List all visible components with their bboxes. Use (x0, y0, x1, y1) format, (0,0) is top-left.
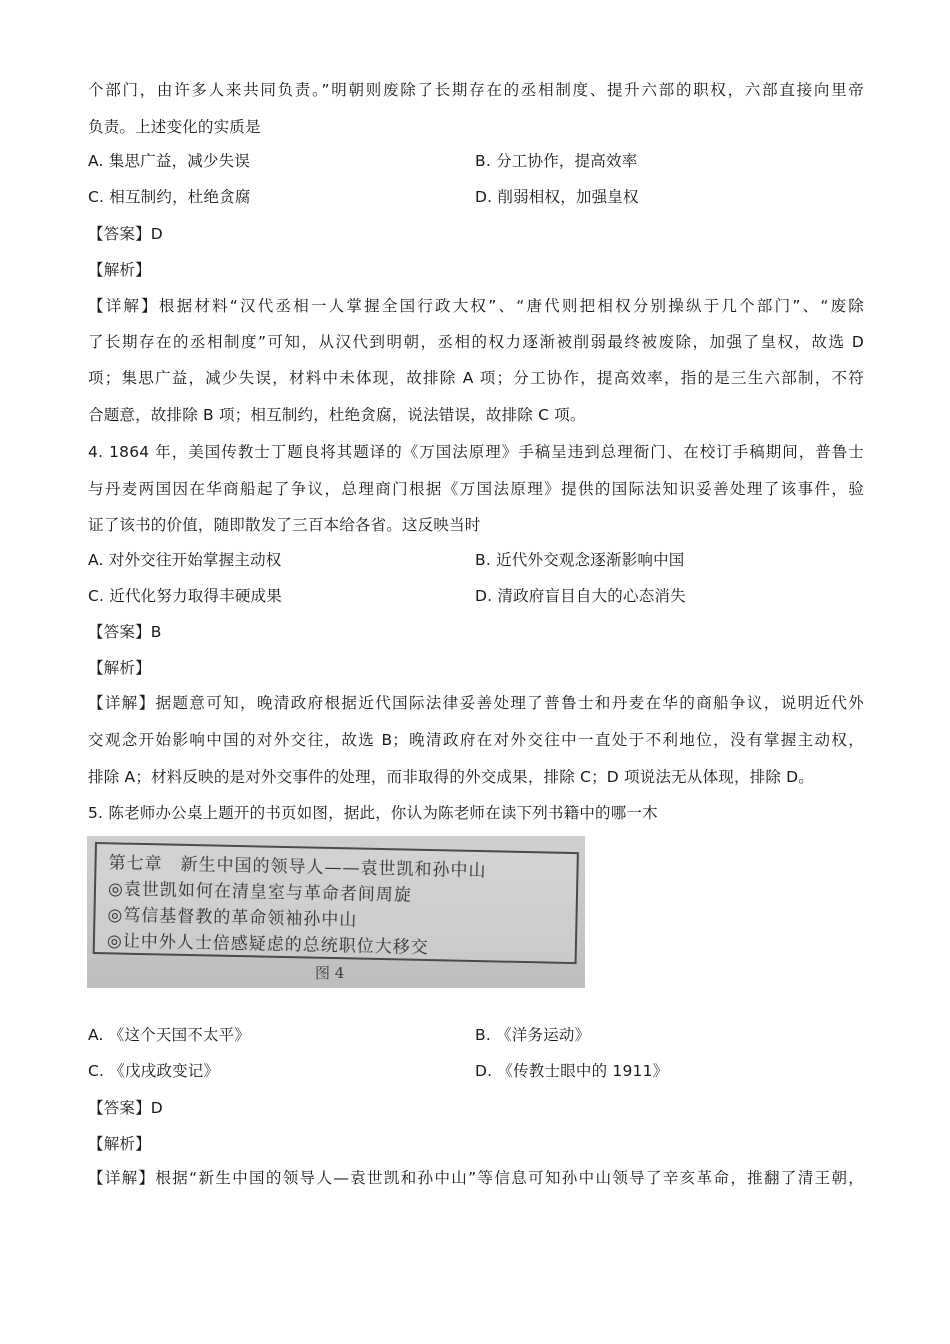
q5-detail-line-1: 【详解】根据“新生中国的领导人—袁世凯和孙中山”等信息可知孙中山领导了辛亥革命，推翻了清王朝， (88, 1169, 864, 1187)
q3-analysis-label: 【解析】 (88, 261, 151, 279)
q3-detail-line-4: 合题意，故排除 B 项；相互制约，杜绝贪腐，说法错误，故排除 C 项。 (88, 406, 586, 424)
q4-option-c: C. 近代化努力取得丰硬成果 (88, 587, 282, 605)
q3-stem-line-2: 负责。上述变化的实质是 (88, 118, 261, 136)
q3-detail-line-1: 【详解】根据材料“汉代丞相一人掌握全国行政大权”、“唐代则把相权分别操纵于几个部门”、“废除 (88, 297, 864, 315)
q4-detail-line-2: 交观念开始影响中国的对外交往，故选 B；晚清政府在对外交往中一直处于不利地位，没有掌握主动权， (88, 731, 864, 749)
q3-option-a: A. 集思广益，减少失误 (88, 152, 251, 170)
q4-stem-line-3: 证了该书的价值，随即散发了三百本给各省。这反映当时 (88, 516, 481, 534)
q4-analysis-label: 【解析】 (88, 659, 151, 677)
q4-detail-line-3: 排除 A；材料反映的是对外交事件的处理，而非取得的外交成果，排除 C；D 项说法无从体现，排除 D。 (88, 768, 815, 786)
q4-answer: 【答案】B (88, 623, 162, 641)
photo-bullet-1: ◎袁世凯如何在清皇室与革命者间周旋 (107, 879, 412, 906)
q3-stem-line-1: 个部门，由许多人来共同负责。”明朝则废除了长期存在的丞相制度、提升六部的职权，六部直接向里帝 (88, 81, 864, 99)
q4-option-b: B. 近代外交观念逐渐影响中国 (475, 551, 685, 569)
q5-answer: 【答案】D (88, 1099, 163, 1117)
q3-option-c: C. 相互制约，杜绝贪腐 (88, 188, 251, 206)
q5-option-b: B. 《洋务运动》 (475, 1026, 591, 1044)
q5-stem: 5. 陈老师办公桌上题开的书页如图，据此，你认为陈老师在读下列书籍中的哪一木 (88, 804, 658, 822)
q4-stem-line-1: 4. 1864 年，美国传教士丁题良将其题译的《万国法原理》手稿呈违到总理衙门、在校订手稿期间，普鲁士 (88, 443, 864, 461)
q3-answer: 【答案】D (88, 225, 163, 243)
q3-detail-line-3: 项；集思广益，减少失误，材料中未体现，故排除 A 项；分工协作，提高效率，指的是三生六部制，不符 (88, 369, 864, 387)
book-page-photo (87, 836, 585, 988)
q4-option-d: D. 清政府盲目自大的心态消失 (475, 587, 686, 605)
photo-caption: 图 4 (315, 964, 345, 982)
q3-option-b: B. 分工协作，提高效率 (475, 152, 638, 170)
q4-detail-line-1: 【详解】据题意可知，晚清政府根据近代国际法律妥善处理了普鲁士和丹麦在华的商船争议，说明近代外 (88, 694, 864, 712)
photo-bullet-3: ◎让中外人士倍感疑虑的总统职位大移交 (106, 931, 429, 959)
book-page-frame (93, 842, 579, 964)
q5-option-a: A. 《这个天国不太平》 (88, 1026, 251, 1044)
q5-option-d: D. 《传教士眼中的 1911》 (475, 1062, 669, 1080)
q4-stem-line-2: 与丹麦两国因在华商船起了争议，总理商门根据《万国法原理》提供的国际法知识妥善处理了该事件，验 (88, 480, 864, 498)
q3-detail-line-2: 了长期存在的丞相制度”可知，从汉代到明朝，丞相的权力逐渐被削弱最终被废除，加强了皇权，故选 D (88, 333, 864, 351)
photo-bullet-2: ◎笃信基督教的革命领袖孙中山 (107, 905, 358, 931)
photo-chapter-title: 第七章 新生中国的领导人——袁世凯和孙中山 (108, 853, 487, 882)
q5-analysis-label: 【解析】 (88, 1135, 151, 1153)
q4-option-a: A. 对外交往开始掌握主动权 (88, 551, 282, 569)
q3-option-d: D. 削弱相权，加强皇权 (475, 188, 639, 206)
q5-option-c: C. 《戊戌政变记》 (88, 1062, 220, 1080)
